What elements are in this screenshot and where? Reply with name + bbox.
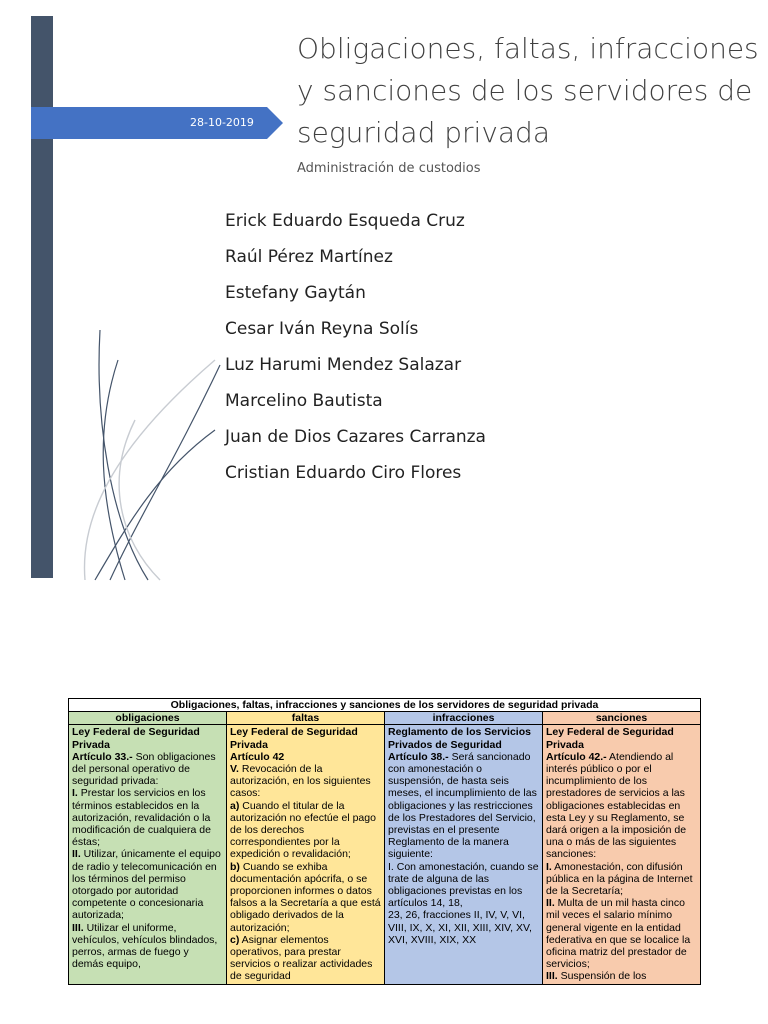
paragraph-lead: Artículo 42.- [546, 750, 607, 763]
author-list [225, 203, 486, 491]
paragraph-lead: Artículo 33.- [72, 750, 133, 763]
paragraph-text: Utilizar, únicamente el equipo de radio y telecomunicación en los términos del permiso otorgado por autoridad competente o concesionaria autorizada; [72, 848, 221, 922]
paragraph-text: Prestar los servicios en los términos establecidos en la autorización, revalidación o la modificación de cualquiera de éstas; [72, 787, 211, 849]
paragraph-lead: c) [230, 933, 240, 946]
cell-paragraph [230, 861, 381, 934]
column-header-sanciones: sanciones [543, 712, 701, 725]
paragraph-text: Son obligaciones del personal operativo de seguridad privada: [72, 750, 216, 788]
cell-paragraph [388, 861, 539, 910]
paragraph-lead: II. [72, 848, 81, 861]
cell-paragraph [546, 751, 697, 861]
cell-paragraph [72, 922, 223, 971]
paragraph-lead: Artículo 42 [230, 750, 285, 763]
paragraph-lead: V. [230, 763, 239, 776]
cell-paragraph [230, 763, 381, 800]
cell-paragraph [230, 751, 381, 763]
cell-paragraph [72, 848, 223, 921]
paragraph-lead: b) [230, 860, 240, 873]
paragraph-text: Amonestación, con difusión pública en la página de Internet de la Secretaría; [546, 860, 693, 898]
paragraph-lead: I. [546, 860, 552, 873]
column-header-infracciones: infracciones [385, 712, 543, 725]
author-name: Estefany Gaytán [225, 283, 366, 303]
author-name: Marcelino Bautista [225, 391, 383, 411]
paragraph-text: Utilizar el uniforme, vehículos, vehículos blindados, perros, armas de fuego y demás equipo, [72, 921, 218, 971]
cell-paragraph [546, 861, 697, 898]
cell-heading: Ley Federal de Seguridad Privada [546, 726, 674, 751]
cell-paragraph [230, 934, 381, 983]
paragraph-text: Asignar elementos operativos, para prestar servicios o realizar actividades de seguridad [230, 933, 373, 983]
author-name: Cristian Eduardo Ciro Flores [225, 463, 462, 483]
cover-subtitle: Administración de custodios [297, 161, 481, 176]
author-name: Raúl Pérez Martínez [225, 247, 393, 267]
paragraph-text: Revocación de la autorización, en los siguientes casos: [230, 763, 371, 800]
cell-heading: Ley Federal de Seguridad Privada [72, 726, 200, 751]
table-caption: Obligaciones, faltas, infracciones y sanciones de los servidores de seguridad privada [69, 699, 701, 712]
cell-faltas [227, 725, 385, 984]
paragraph-text: Cuando el titular de la autorización no efectúe el pago de los derechos correspondientes por la expedición o revalidación; [230, 799, 376, 861]
column-header-obligaciones: obligaciones [69, 712, 227, 725]
author-name: Erick Eduardo Esqueda Cruz [225, 211, 465, 231]
cell-paragraph [546, 970, 697, 982]
paragraph-text: I. Con amonestación, cuando se trate de alguna de las obligaciones previstas en los artículos 14, 18, [388, 860, 539, 910]
author-name: Cesar Iván Reyna Solís [225, 319, 419, 339]
sanctions-table [68, 698, 701, 985]
cell-obligaciones [69, 725, 227, 984]
cell-paragraph [388, 751, 539, 861]
paragraph-text: Cuando se exhiba documentación apócrifa, o se proporcionen informes o datos falsos a la Secretaría a que está obligado derivados de la autorización; [230, 860, 381, 934]
cover-date: 28-10-2019 [190, 116, 254, 129]
cell-infracciones [385, 725, 543, 984]
cell-paragraph [72, 787, 223, 848]
cover-title: Obligaciones, faltas, infracciones y sanciones de los servidores de seguridad privada [297, 32, 759, 149]
paragraph-lead: II. [546, 897, 555, 910]
paragraph-lead: III. [72, 921, 84, 934]
paragraph-text: 23, 26, fracciones II, IV, V, VI, VIII, IX, X, XI, XII, XIII, XIV, XV, XVI, XVIII, XIX, XX [388, 909, 532, 946]
cell-heading: Reglamento de los Servicios Privados de Seguridad [388, 726, 531, 751]
cell-paragraph [546, 897, 697, 970]
cell-sanciones [543, 725, 701, 984]
cell-paragraph [388, 909, 539, 946]
paragraph-text: Suspensión de los [557, 970, 647, 983]
cell-paragraph [230, 800, 381, 861]
column-header-faltas: faltas [227, 712, 385, 725]
author-name: Luz Harumi Mendez Salazar [225, 355, 462, 375]
paragraph-lead: I. [72, 787, 78, 800]
paragraph-lead: III. [546, 970, 558, 983]
paragraph-lead: Artículo 38.- [388, 750, 449, 763]
paragraph-text: Será sancionado con amonestación o suspensión, de hasta seis meses, el incumplimiento de las obligaciones y las restricciones de los Prestadores del Servicio, previstas en el presente Reglamento de la manera siguiente: [388, 750, 537, 861]
paragraph-lead: a) [230, 799, 240, 812]
table-row [69, 725, 701, 984]
author-name: Juan de Dios Cazares Carranza [225, 427, 486, 447]
paragraph-text: Multa de un mil hasta cinco mil veces el salario mínimo general vigente en la entidad federativa en que se localice la oficina matriz del prestador de servicios; [546, 897, 691, 971]
cover-side-bar [31, 16, 53, 578]
paragraph-text: Atendiendo al interés público o por el incumplimiento de los prestadores de servicios a las obligaciones establecidas en esta Ley y su Reglamento, se dará origen a la imposición de una o más de las siguientes sanciones: [546, 750, 687, 861]
cell-heading: Ley Federal de Seguridad Privada [230, 726, 358, 751]
cell-paragraph [72, 751, 223, 788]
